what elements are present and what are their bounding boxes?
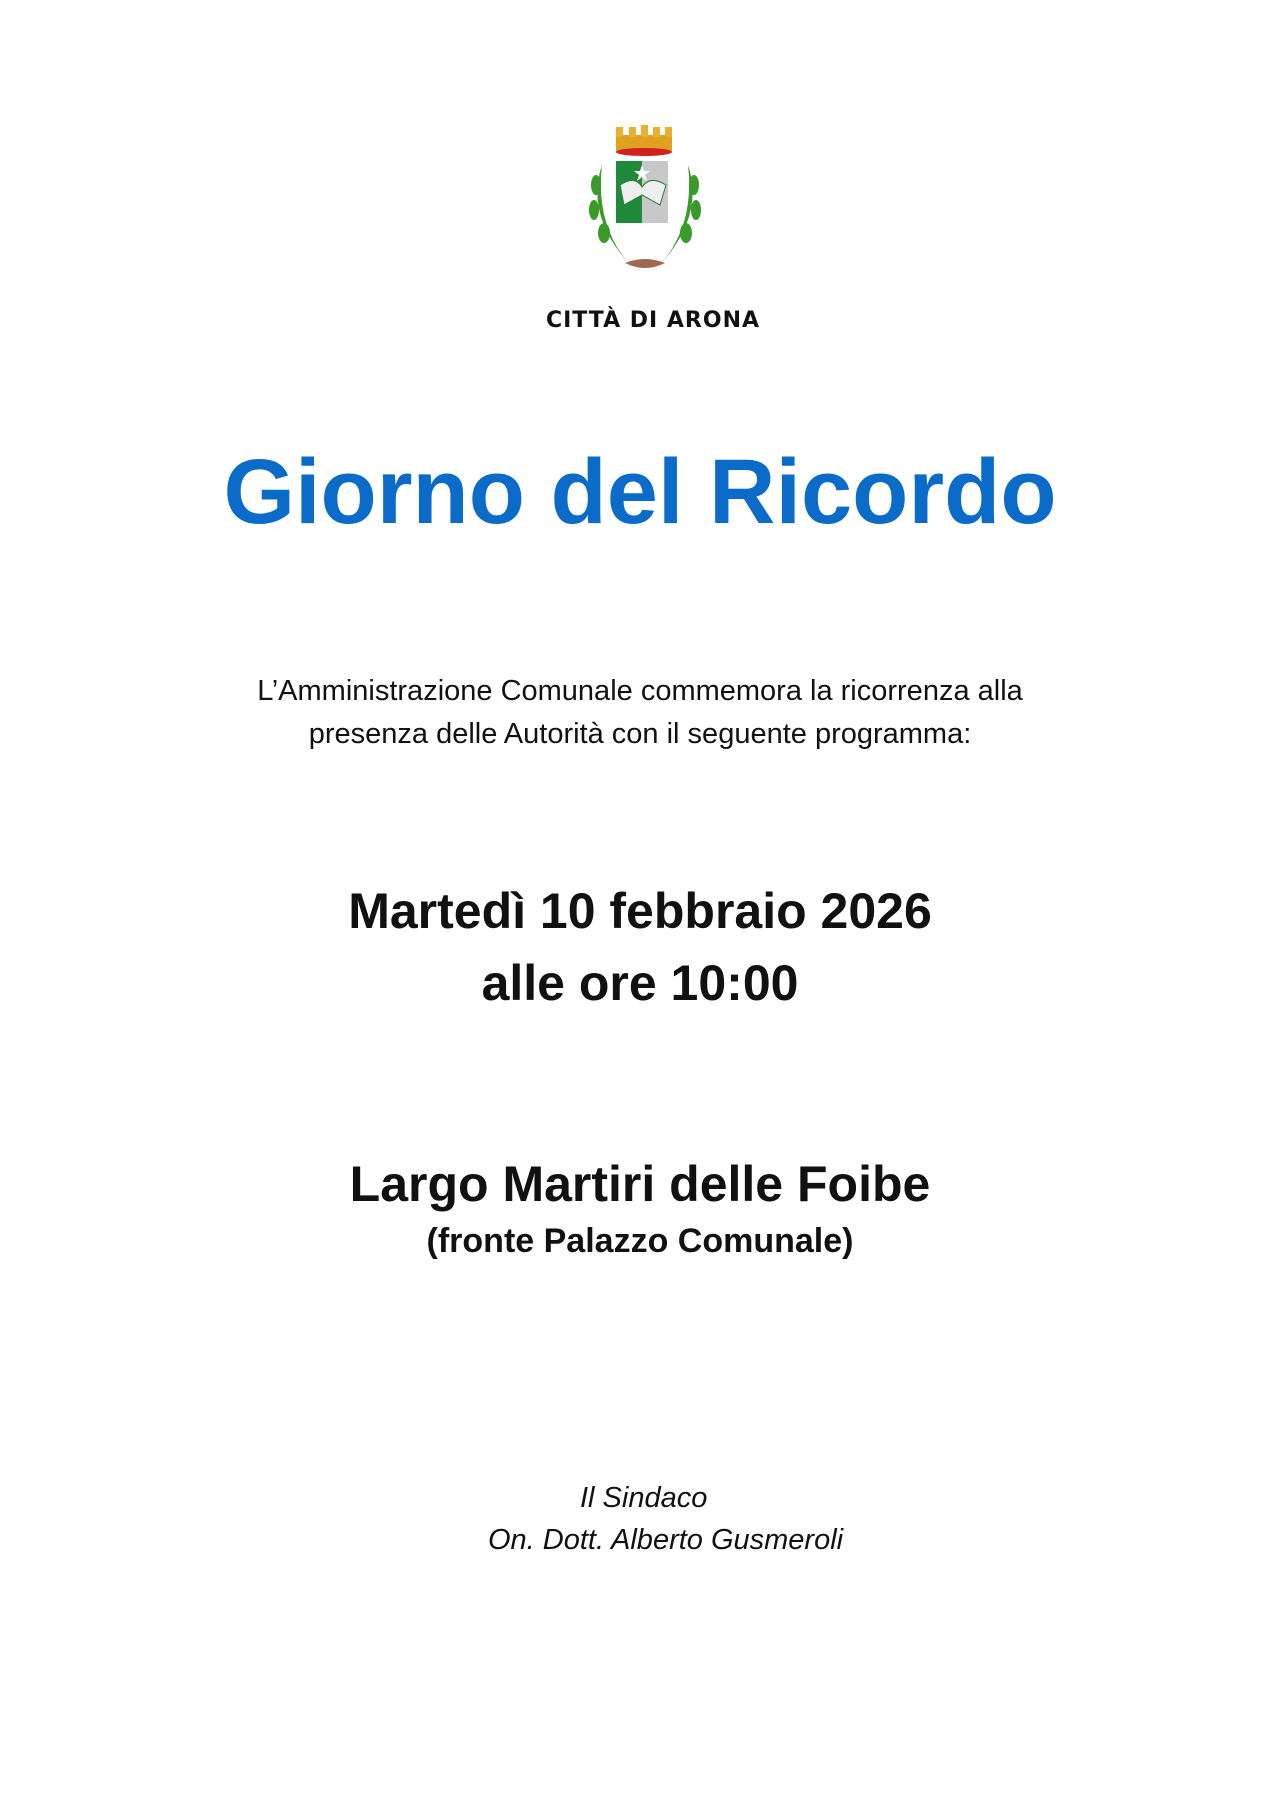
city-name: CITTÀ DI ARONA [545, 308, 761, 333]
signature-role: Il Sindaco [580, 1482, 708, 1514]
coat-of-arms-logo [580, 125, 710, 280]
event-time: alle ore 10:00 [481, 955, 799, 1011]
crown-icon [616, 125, 672, 156]
event-place-note: (fronte Palazzo Comunale) [426, 1222, 854, 1260]
event-date: Martedì 10 febbraio 2026 [348, 883, 932, 939]
intro-paragraph [0, 670, 1280, 756]
event-datetime [0, 875, 1280, 1019]
event-place: Largo Martiri delle Foibe [349, 1156, 931, 1212]
shield-icon [616, 161, 668, 223]
signature-name: On. Dott. Alberto Gusmeroli [488, 1524, 844, 1556]
page-title: Giorno del Ricordo [223, 441, 1057, 543]
intro-line-1: L’Amministrazione Comunale commemora la ricorrenza alla [257, 675, 1023, 707]
intro-line-2: presenza delle Autorità con il seguente programma: [308, 718, 972, 750]
